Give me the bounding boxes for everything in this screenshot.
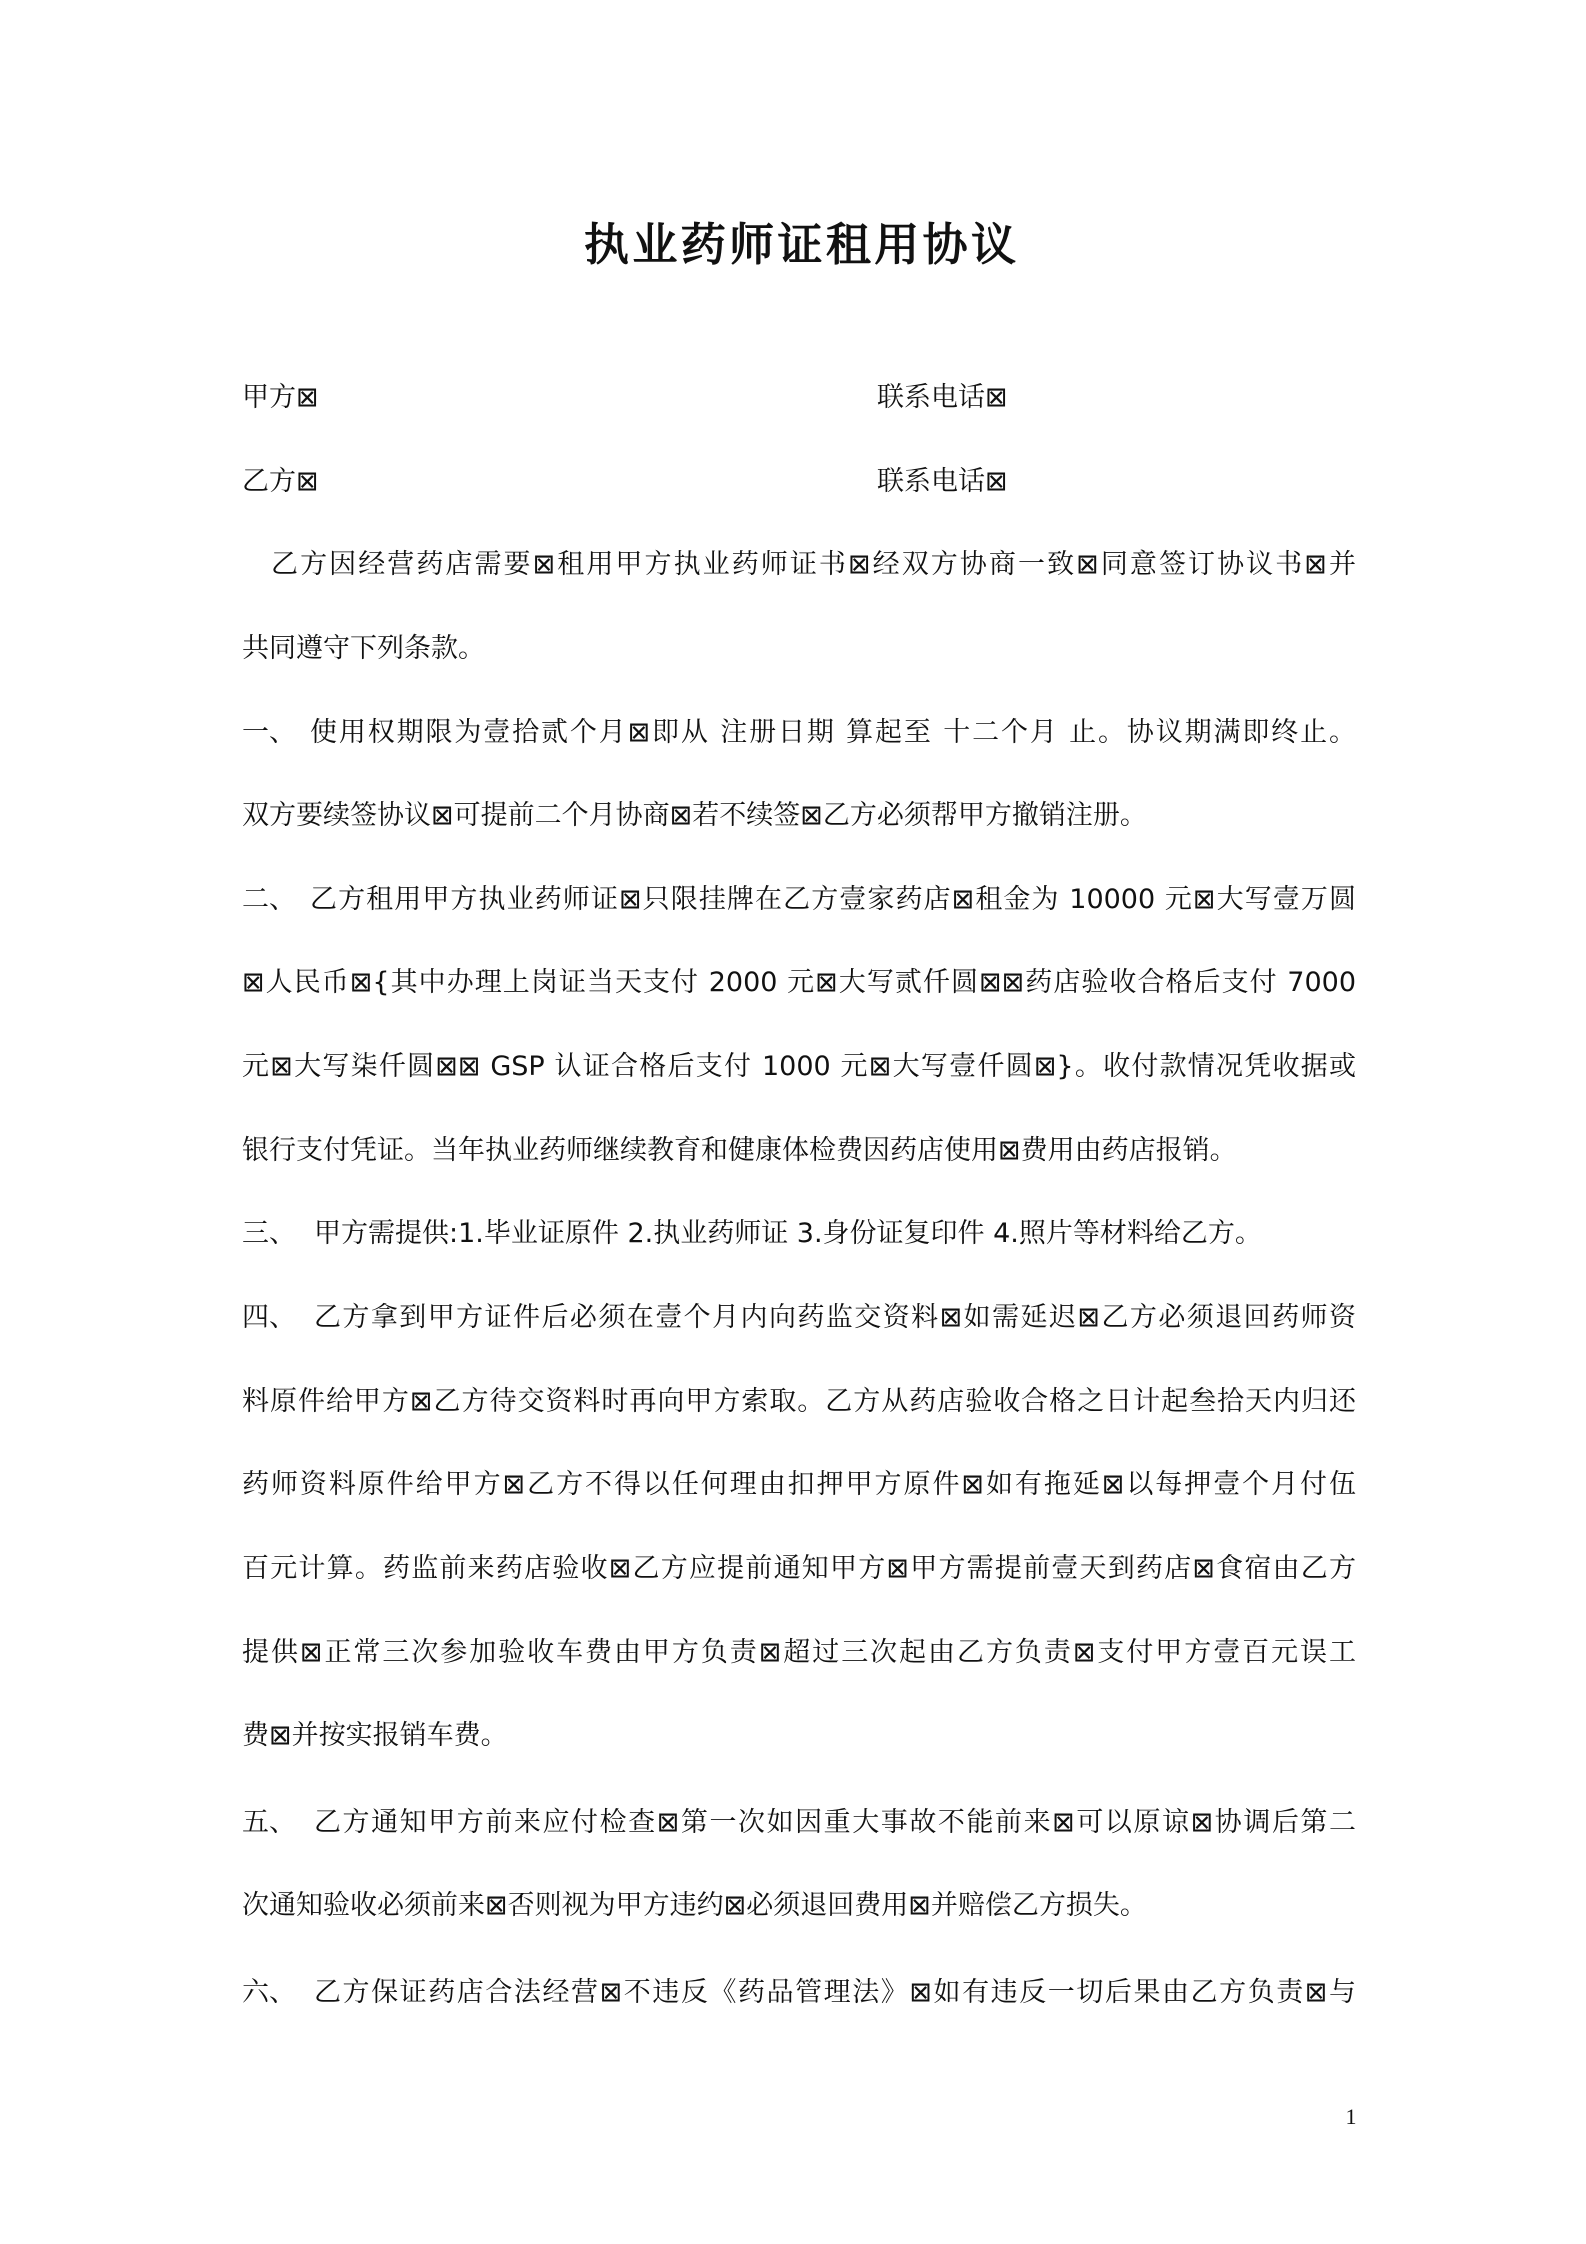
paragraph-line: 提供⊠正常三次参加验收车费由甲方负责⊠超过三次起由乙方负责⊠支付甲方壹百元误工 xyxy=(242,1637,1356,1668)
paragraph-line: 乙方租用甲方执业药师证⊠只限挂牌在乙方壹家药店⊠租金为 10000 元⊠大写壹万圆 xyxy=(310,884,1356,915)
clause-number: 三、 xyxy=(242,1218,296,1249)
paragraph-line: 费⊠并按实报销车费。 xyxy=(242,1720,508,1751)
paragraph-line: 百元计算。药监前来药店验收⊠乙方应提前通知甲方⊠甲方需提前壹天到药店⊠食宿由乙方 xyxy=(242,1553,1356,1584)
paragraph-line: 使用权期限为壹拾贰个月⊠即从 注册日期 算起至 十二个月 止。协议期满即终止。 xyxy=(310,717,1356,748)
clause-number: 一、 xyxy=(242,717,296,748)
paragraph-line: 次通知验收必须前来⊠否则视为甲方违约⊠必须退回费用⊠并赔偿乙方损失。 xyxy=(242,1890,1147,1921)
clause-number: 二、 xyxy=(242,884,296,915)
paragraph-line: 料原件给甲方⊠乙方待交资料时再向甲方索取。乙方从药店验收合格之日计起叁拾天内归还 xyxy=(242,1386,1356,1417)
paragraph-line: 乙方拿到甲方证件后必须在壹个月内向药监交资料⊠如需延迟⊠乙方必须退回药师资 xyxy=(314,1302,1356,1333)
document-title: 执业药师证租用协议 xyxy=(584,218,1017,271)
clause-number: 四、 xyxy=(242,1302,296,1333)
clause-number: 五、 xyxy=(242,1807,296,1838)
paragraph-line: 双方要续签协议⊠可提前二个月协商⊠若不续签⊠乙方必须帮甲方撤销注册。 xyxy=(242,800,1147,831)
paragraph-line: 乙方因经营药店需要⊠租用甲方执业药师证书⊠经双方协商一致⊠同意签订协议书⊠并 xyxy=(271,549,1356,580)
paragraph-line: 乙方通知甲方前来应付检查⊠第一次如因重大事故不能前来⊠可以原谅⊠协调后第二 xyxy=(314,1807,1356,1838)
paragraph-line: ⊠人民币⊠{其中办理上岗证当天支付 2000 元⊠大写贰仟圆⊠⊠药店验收合格后支付 7000 xyxy=(242,967,1356,998)
paragraph-line: 甲方需提供:1.毕业证原件 2.执业药师证 3.身份证复印件 4.照片等材料给乙方。 xyxy=(314,1218,1262,1249)
paragraph-line: 银行支付凭证。当年执业药师继续教育和健康体检费因药店使用⊠费用由药店报销。 xyxy=(242,1135,1237,1166)
paragraph-line: 乙方保证药店合法经营⊠不违反《药品管理法》⊠如有违反一切后果由乙方负责⊠与 xyxy=(314,1977,1356,2008)
party-a-phone-label: 联系电话⊠ xyxy=(877,382,1008,413)
party-b-label: 乙方⊠ xyxy=(242,466,319,497)
paragraph-line: 元⊠大写柒仟圆⊠⊠ GSP 认证合格后支付 1000 元⊠大写壹仟圆⊠}。收付款情况凭收据或 xyxy=(242,1051,1356,1082)
party-a-label: 甲方⊠ xyxy=(242,382,319,413)
party-b-phone-label: 联系电话⊠ xyxy=(877,466,1008,497)
clause-number: 六、 xyxy=(242,1977,296,2008)
paragraph-line: 药师资料原件给甲方⊠乙方不得以任何理由扣押甲方原件⊠如有拖延⊠以每押壹个月付伍 xyxy=(242,1469,1356,1500)
paragraph-line: 共同遵守下列条款。 xyxy=(242,633,485,664)
page-number: 1 xyxy=(1345,2104,1357,2129)
